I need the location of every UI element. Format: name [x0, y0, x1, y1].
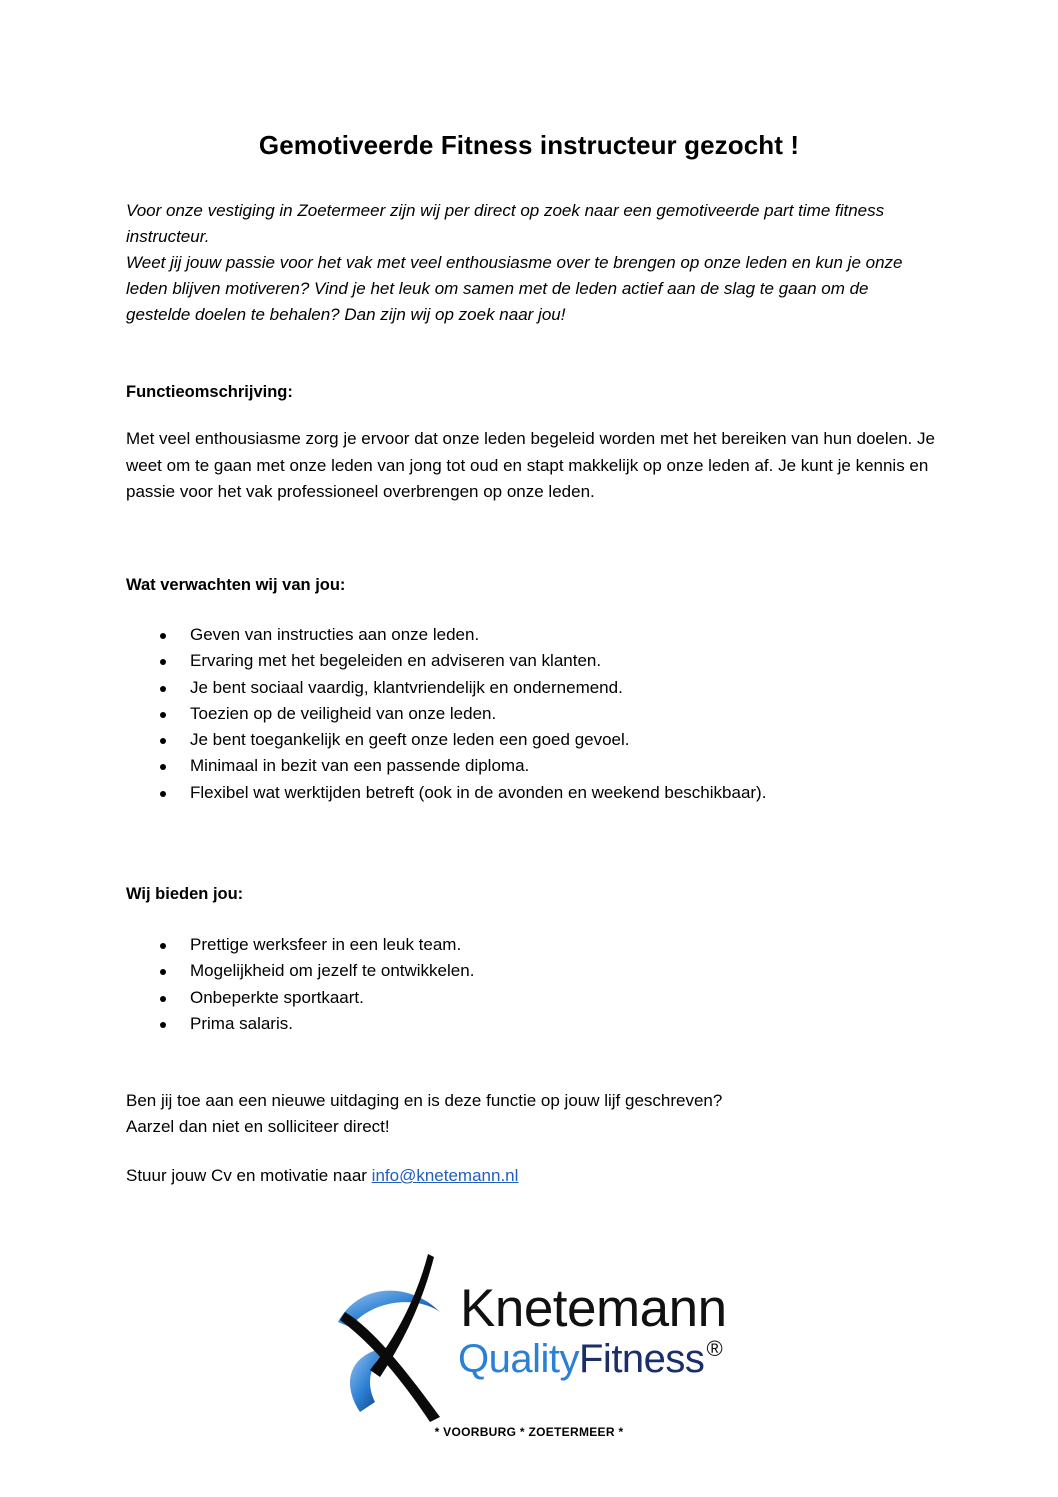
list-item-text: Prima salaris.	[190, 1013, 293, 1033]
bullet-icon	[160, 791, 166, 797]
heading-function: Functieomschrijving:	[126, 383, 293, 401]
function-description: Met veel enthousiasme zorg je ervoor dat onze leden begeleid worden met het bereiken van hun doelen. Je weet om te gaan met onze leden van jong tot oud en stapt makkelijk op onze leden af. Je kunt je kennis en passie voor het vak professioneel overbrengen op onze leden.	[126, 429, 935, 501]
list-item-text: Flexibel wat werktijden betreft (ook in de avonden en weekend beschikbaar).	[190, 782, 767, 802]
list-item-text: Onbeperkte sportkaart.	[190, 987, 364, 1007]
bullet-icon	[160, 1022, 166, 1028]
closing-line-2: Aarzel dan niet en solliciteer direct!	[126, 1117, 390, 1136]
heading-offer: Wij bieden jou:	[126, 885, 244, 903]
logo-word-qualityfitness	[458, 1336, 722, 1382]
bullet-icon	[160, 712, 166, 718]
logo-mark-icon	[330, 1252, 460, 1427]
offer-list	[126, 932, 474, 1037]
bullet-icon	[160, 659, 166, 665]
logo-word-quality: Quality	[458, 1337, 579, 1381]
closing-line-1: Ben jij toe aan een nieuwe uitdaging en is deze functie op jouw lijf geschreven?	[126, 1091, 723, 1110]
list-item-text: Prettige werksfeer in een leuk team.	[190, 935, 462, 954]
intro-text	[126, 198, 936, 328]
company-logo	[330, 1252, 770, 1427]
bullet-icon	[160, 633, 166, 639]
closing-text	[126, 1088, 722, 1140]
apply-instruction	[126, 1166, 518, 1186]
bullet-icon	[160, 738, 166, 744]
bullet-icon	[160, 969, 166, 975]
heading-expectations: Wat verwachten wij van jou:	[126, 576, 346, 594]
list-item	[126, 958, 474, 984]
list-item	[126, 780, 766, 806]
list-item	[126, 675, 766, 701]
list-item-text: Minimaal in bezit van een passende diploma.	[190, 756, 530, 776]
list-item-text: Mogelijkheid om jezelf te ontwikkelen.	[190, 961, 475, 981]
list-item	[126, 985, 474, 1011]
list-item-text: Je bent toegankelijk en geeft onze leden een goed gevoel.	[190, 730, 630, 750]
intro-line-2: Weet jij jouw passie voor het vak met veel enthousiasme over te brengen op onze leden en kun je onze leden blijven motiveren? Vind je het leuk om samen met de leden actief aan de slag te gaan om de gestelde doelen te behalen? Dan zijn wij op zoek naar jou!	[126, 253, 903, 324]
expectations-list	[126, 622, 766, 806]
list-item-text: Ervaring met het begeleiden en adviseren van klanten.	[190, 651, 602, 671]
page-title: Gemotiveerde Fitness instructeur gezocht !	[258, 130, 800, 160]
list-item	[126, 1011, 474, 1037]
bullet-icon	[160, 943, 166, 949]
list-item	[126, 727, 766, 753]
list-item	[126, 753, 766, 779]
email-link[interactable]: info@knetemann.nl	[371, 1166, 519, 1185]
list-item	[126, 648, 766, 674]
logo-word-knetemann: Knetemann	[460, 1279, 727, 1338]
intro-line-1: Voor onze vestiging in Zoetermeer zijn wij per direct op zoek naar een gemotiveerde part time fitness instructeur.	[126, 201, 885, 246]
registered-mark: ®	[706, 1336, 723, 1361]
list-item-text: Je bent sociaal vaardig, klantvriendelijk en ondernemend.	[190, 677, 623, 697]
list-item	[126, 701, 766, 727]
bullet-icon	[160, 996, 166, 1002]
apply-text: Stuur jouw Cv en motivatie naar	[126, 1166, 372, 1185]
list-item	[126, 932, 474, 958]
logo-word-fitness: Fitness	[579, 1337, 705, 1381]
list-item-text: Toezien op de veiligheid van onze leden.	[190, 703, 497, 723]
list-item	[126, 622, 766, 648]
location-tagline: * VOORBURG * ZOETERMEER *	[434, 1425, 624, 1439]
bullet-icon	[160, 686, 166, 692]
bullet-icon	[160, 764, 166, 770]
list-item-text: Geven van instructies aan onze leden.	[190, 625, 480, 644]
